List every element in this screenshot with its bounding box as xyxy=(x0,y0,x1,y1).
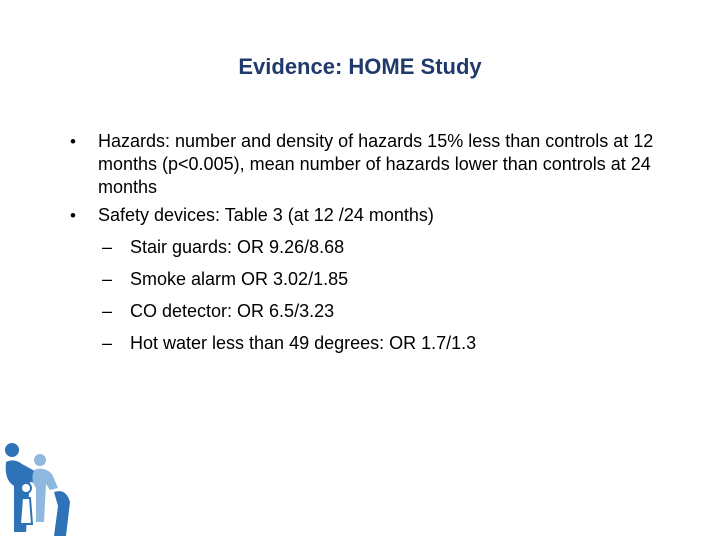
sub-item-hot-water xyxy=(70,332,690,355)
bullet-item-safety-devices xyxy=(70,204,690,227)
sub-item-text: Smoke alarm OR 3.02/1.85 xyxy=(130,269,349,289)
sub-item-co-detector xyxy=(70,300,690,323)
sub-item-stair-guards xyxy=(70,236,690,259)
sub-item-text: CO detector: OR 6.5/3.23 xyxy=(130,301,335,321)
sub-item-text: Hot water less than 49 degrees: OR 1.7/1.3 xyxy=(130,333,477,353)
dash-marker: – xyxy=(102,333,113,353)
bullet-text: Safety devices: Table 3 (at 12 /24 months) xyxy=(98,205,434,225)
dash-marker: – xyxy=(102,269,113,289)
dash-marker: – xyxy=(102,237,113,257)
bullet-text: Hazards: number and density of hazards 15% less than controls at 12 months (p<0.005), mean number of hazards lower than controls at 24 months xyxy=(98,131,654,197)
bullet-marker: • xyxy=(70,132,76,151)
bullet-list xyxy=(70,130,690,355)
slide-title: Evidence: HOME Study xyxy=(238,54,482,79)
bullet-marker: • xyxy=(70,206,76,225)
family-figures-icon xyxy=(0,428,80,540)
sub-item-text: Stair guards: OR 9.26/8.68 xyxy=(130,237,345,257)
sub-item-smoke-alarm xyxy=(70,268,690,291)
bullet-item-hazards xyxy=(70,130,690,199)
dash-marker: – xyxy=(102,301,113,321)
